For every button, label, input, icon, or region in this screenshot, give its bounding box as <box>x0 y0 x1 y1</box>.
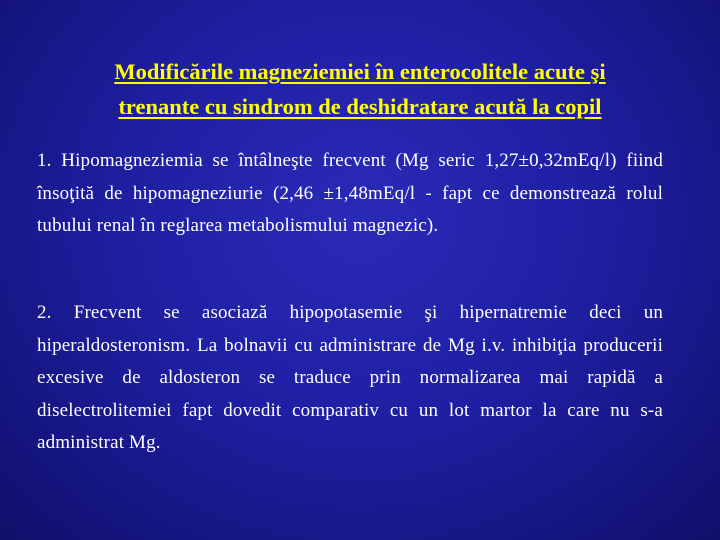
paragraph-1: 1. Hipomagneziemia se întâlneşte frecvent (Mg seric 1,27±0,32mEq/l) fiind însoţită de hipomagneziurie (2,46 ±1,48mEq/l - fapt ce demonstrează rolul tubului renal în reglarea metabolismului magnezic). <box>37 150 663 236</box>
slide-title <box>20 54 700 124</box>
title-line-2: trenante cu sindrom de deshidratare acută la copil <box>118 94 602 119</box>
title-line-1: Modificările magneziemiei în enterocolitele acute şi <box>114 59 606 84</box>
paragraph-2: 2. Frecvent se asociază hipopotasemie şi hipernatremie deci un hiperaldosteronism. La bolnavii cu administrare de Mg i.v. inhibiţia producerii excesive de aldosteron se traduce prin normalizarea mai rapidă a diselectrolitemiei fapt dovedit comparativ cu un lot martor la care nu s-a administrat Mg. <box>37 302 663 453</box>
